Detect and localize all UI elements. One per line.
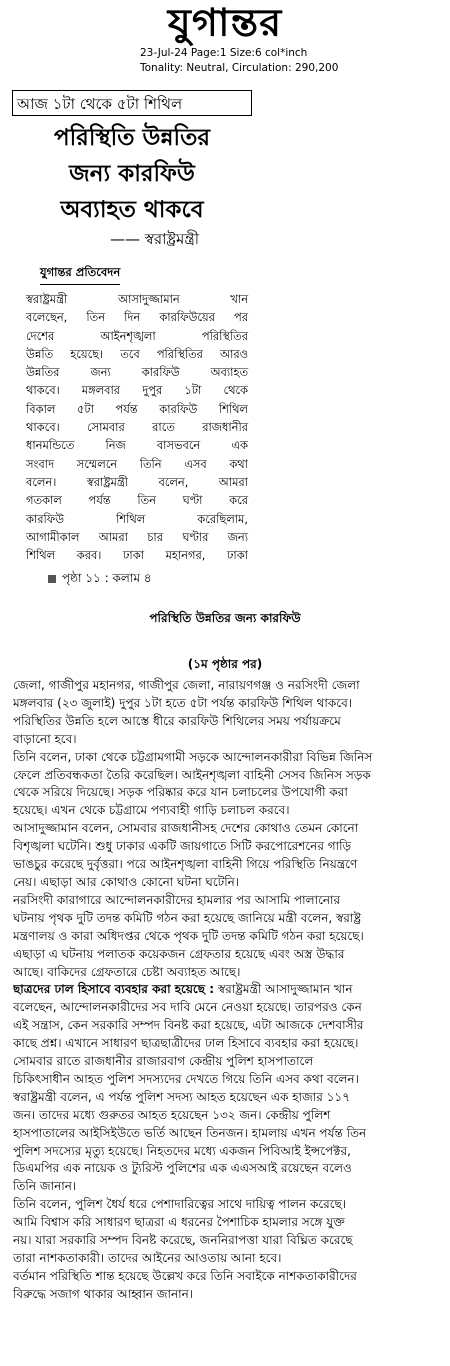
line-text: ভাঙচুর করেছে দুর্বৃত্তরা। পরে আইনশৃঙ্খলা বাহিনী গিয়ে পরিস্থিতি নিয়ন্ত্রণে bbox=[13, 857, 358, 872]
line-text: বিরুদ্ধে সজাগ থাকার আহ্বান জানান। bbox=[13, 1286, 194, 1301]
line-text: ঘটনায় পৃথক দুটি তদন্ত কমিটি গঠন করা হয়েছে জানিয়ে মন্ত্রী বলেন, স্বরাষ্ট্র bbox=[13, 910, 362, 925]
body-line bbox=[13, 1286, 441, 1304]
body-line bbox=[13, 1268, 441, 1286]
headline-line: অব্যাহত থাকবে bbox=[60, 197, 204, 223]
front-byline: —— স্বরাষ্ট্রমন্ত্রী bbox=[110, 230, 200, 248]
body-line bbox=[13, 999, 441, 1017]
body-line: উন্নতির জন্য কারফিউ অব্যাহত bbox=[26, 365, 248, 380]
body-line bbox=[13, 1214, 441, 1232]
body-line: বলেছেন, তিন দিন কারফিউয়ের পর bbox=[26, 310, 248, 325]
line-text: তারা নাশকতাকারী। তাদের আইনের আওতায় আনা হবে। bbox=[13, 1251, 282, 1265]
line-text: তিনি বলেন, পুলিশ ধৈর্য ধরে পেশাদারিত্বের সাথে দায়িত্ব পালন করেছে। bbox=[13, 1197, 347, 1212]
line-text: পরিস্থিতির উন্নতি হলে আস্তে ধীরে কারফিউ শিথিলের সময় পর্যায়ক্রমে bbox=[13, 713, 341, 728]
body-line bbox=[13, 1035, 441, 1053]
body-line: দেশের আইনশৃঙ্খলা পরিস্থিতির bbox=[26, 328, 248, 343]
masthead bbox=[0, 2, 450, 44]
line-text: নেয়। এছাড়া আর কোথাও কোনো ঘটনা ঘটেনি। bbox=[13, 874, 240, 889]
newspaper-logo: যুগান্তর bbox=[167, 0, 283, 45]
line-text: মন্ত্রণালয় ও কারা অধিদপ্তর থেকে পৃথক দুটি তদন্ত কমিটি গঠন করা হয়েছে। bbox=[13, 928, 364, 943]
subheading: ছাত্রদের ঢাল হিসাবে ব্যবহার করা হয়েছে : bbox=[13, 982, 215, 997]
line-text: জেলা, গাজীপুর মহানগর, গাজীপুর জেলা, নারায়ণগঞ্জ ও নরসিংদী জেলা bbox=[13, 678, 360, 692]
body-line bbox=[13, 946, 441, 964]
body-line bbox=[13, 802, 441, 820]
body-line bbox=[13, 767, 441, 785]
body-line bbox=[13, 731, 441, 749]
inside-headline: পরিস্থিতি উন্নতির জন্য কারফিউ bbox=[149, 611, 301, 625]
body-line bbox=[13, 928, 441, 946]
body-line bbox=[13, 1017, 441, 1035]
front-body bbox=[26, 290, 248, 564]
line-text: পুলিশ সদস্যের মৃত্যু হয়েছে। নিহতদের মধ্যে একজন পিবিআই ইন্সপেক্টর, bbox=[13, 1143, 351, 1158]
line-text: বর্তমান পরিস্থিতি শান্ত হয়েছে উল্লেখ করে তিনি সবাইকে নাশকতাকারীদের bbox=[13, 1268, 357, 1283]
line-text: হাসপাতালের আইসিইউতে ভর্তি আছেন তিনজন। হামলায় এখন পর্যন্ত তিন bbox=[13, 1125, 367, 1140]
body-line bbox=[13, 981, 441, 999]
line-text: বাড়ানো হবে। bbox=[13, 731, 77, 746]
body-line bbox=[13, 1053, 441, 1071]
continued-label: (১ম পৃষ্ঠার পর) bbox=[187, 657, 263, 671]
line-text: আছে। বাকিদের গ্রেফতারে চেষ্টা অব্যাহত আছে। bbox=[13, 964, 241, 979]
body-line bbox=[13, 964, 441, 982]
body-line: থাকবে। সোমবার রাতে রাজধানীর bbox=[26, 420, 248, 435]
body-line bbox=[13, 874, 441, 892]
body-line bbox=[13, 1250, 441, 1268]
front-headline bbox=[22, 120, 242, 228]
body-line bbox=[13, 1125, 441, 1143]
line-text: স্বরাষ্ট্রমন্ত্রী আসাদুজ্জামান খান bbox=[214, 982, 353, 997]
line-text: স্বরাষ্ট্রমন্ত্রী বলেন, এ পর্যন্ত পুলিশ সদস্য আহত হয়েছেন এক হাজার ১১৭ bbox=[13, 1089, 350, 1104]
body-line bbox=[13, 1160, 441, 1178]
line-text: জন। তাদের মধ্যে গুরুতর আহত হয়েছেন ১৩২ জন। কেন্দ্রীয় পুলিশ bbox=[13, 1107, 331, 1122]
body-line bbox=[13, 910, 441, 928]
date-page-info: 23-Jul-24 Page:1 Size:6 col*inch bbox=[140, 47, 308, 59]
body-line bbox=[13, 838, 441, 856]
line-text: তিনি বলেন, ঢাকা থেকে চট্টগ্রামগামী সড়কে আন্দোলনকারীরা বিভিন্ন জিনিস bbox=[13, 749, 373, 764]
line-text: এই সন্ত্রাস, কেন সরকারি সম্পদ বিনষ্ট করা হয়েছে, এটা আজকে দেশবাসীর bbox=[13, 1018, 364, 1033]
body-line bbox=[13, 713, 441, 731]
clipping-meta bbox=[140, 46, 338, 76]
report-label: যুগান্তর প্রতিবেদন bbox=[40, 264, 120, 285]
body-line bbox=[13, 1107, 441, 1125]
line-text: হয়েছে। এখন থেকে চট্টগ্রামে পণ্যবাহী গাড়ি চলাচল করবে। bbox=[13, 803, 290, 818]
line-text: নয়। যারা সরকারি সম্পদ বিনষ্ট করেছে, জননিরাপত্তা যারা বিঘ্নিত করেছে bbox=[13, 1233, 353, 1248]
body-line bbox=[13, 1089, 441, 1107]
line-text: নরসিংদী কারাগারে আন্দোলনকারীদের হামলার পর আসামি পালানোর bbox=[13, 892, 341, 907]
inside-body bbox=[13, 677, 441, 1304]
line-text: থেকে সরিয়ে দিয়েছে। সড়ক পরিষ্কার করে যান চলাচলের উপযোগী করা bbox=[13, 785, 348, 800]
page-jump bbox=[48, 570, 152, 590]
line-text: আমি বিশ্বাস করি সাধারণ ছাত্ররা এ ধরনের পৈশাচিক হামলার সঙ্গে যুক্ত bbox=[13, 1215, 345, 1230]
body-line bbox=[13, 856, 441, 874]
line-text: ডিএমপির এক নায়েক ও ট্যুরিস্ট পুলিশের এক এএসআই রয়েছেন বলেও bbox=[13, 1161, 352, 1176]
line-text: বলেছেন, আন্দোলনকারীদের সব দাবি মেনে নেওয়া হয়েছে। তারপরও কেন bbox=[13, 1000, 362, 1015]
headline-line: জন্য কারফিউ bbox=[69, 161, 195, 187]
body-line: কারফিউ শিথিল করেছিলাম, bbox=[26, 511, 248, 526]
body-line: উন্নতি হয়েছে। তবে পরিস্থিতির আরও bbox=[26, 346, 248, 361]
body-line: গতকাল পর্যন্ত তিন ঘণ্টা করে bbox=[26, 493, 248, 508]
line-text: সোমবার রাতে রাজধানীর রাজারবাগ কেন্দ্রীয় পুলিশ হাসপাতালে bbox=[13, 1054, 314, 1069]
body-line bbox=[13, 892, 441, 910]
body-line: আগামীকাল আমরা চার ঘণ্টার জন্য bbox=[26, 529, 248, 544]
body-line: সংবাদ সম্মেলনে তিনি এসব কথা bbox=[26, 456, 248, 471]
body-line bbox=[13, 1196, 441, 1214]
body-line: শিথিল করব। ঢাকা মহানগর, ঢাকা bbox=[26, 548, 248, 563]
headline-line: পরিস্থিতি উন্নতির bbox=[53, 125, 211, 151]
body-line bbox=[13, 1071, 441, 1089]
body-line bbox=[13, 784, 441, 802]
page-jump-text: পৃষ্ঠা ১১ : কলাম ৪ bbox=[62, 571, 152, 585]
body-line bbox=[13, 820, 441, 838]
square-bullet-icon bbox=[48, 575, 56, 583]
body-line: ধানমন্ডিতে নিজ বাসভবনে এক bbox=[26, 438, 248, 453]
body-line: থাকবে। মঙ্গলবার দুপুর ১টা থেকে bbox=[26, 383, 248, 398]
tonality-info: Tonality: Neutral, Circulation: 290,200 bbox=[140, 62, 339, 74]
body-line bbox=[13, 677, 441, 695]
body-line bbox=[13, 749, 441, 767]
line-text: আসাদুজ্জামান বলেন, সোমবার রাজধানীসহ দেশের কোথাও তেমন কোনো bbox=[13, 821, 359, 836]
body-line bbox=[13, 1143, 441, 1161]
line-text: মঙ্গলবার (২৩ জুলাই) দুপুর ১টা হতে ৫টা পর্যন্ত কারফিউ শিথিল থাকবে। bbox=[13, 695, 353, 710]
body-line: বলেন। স্বরাষ্ট্রমন্ত্রী বলেন, আমরা bbox=[26, 474, 248, 489]
line-text: এছাড়া এ ঘটনায় পলাতক কয়েকজন গ্রেফতার হয়েছে এবং অস্ত্র উদ্ধার bbox=[13, 946, 345, 961]
front-kicker: আজ ১টা থেকে ৫টা শিথিল bbox=[12, 90, 252, 116]
body-line: বিকাল ৫টা পর্যন্ত কারফিউ শিথিল bbox=[26, 401, 248, 416]
line-text: কাছে প্রশ্ন। এখানে সাধারণ ছাত্রছাত্রীদের ঢাল হিসাবে ব্যবহার করা হয়েছে। bbox=[13, 1036, 359, 1051]
body-line: স্বরাষ্ট্রমন্ত্রী আসাদুজ্জামান খান bbox=[26, 292, 248, 306]
line-text: তিনি জানান। bbox=[13, 1179, 77, 1194]
body-line bbox=[13, 1232, 441, 1250]
line-text: বিশৃঙ্খলা ঘটেনি। শুধু ঢাকার একটি জায়গাতে সিটি করপোরেশনের গাড়ি bbox=[13, 839, 352, 854]
body-line bbox=[13, 1178, 441, 1196]
line-text: ফেলে প্রতিবন্ধকতা তৈরি করেছিল। আইনশৃঙ্খলা বাহিনী সেসব জিনিস সড়ক bbox=[13, 767, 371, 782]
body-line bbox=[13, 695, 441, 713]
line-text: চিকিৎসাধীন আহত পুলিশ সদস্যদের দেখতে গিয়ে তিনি এসব কথা বলেন। bbox=[13, 1071, 359, 1086]
